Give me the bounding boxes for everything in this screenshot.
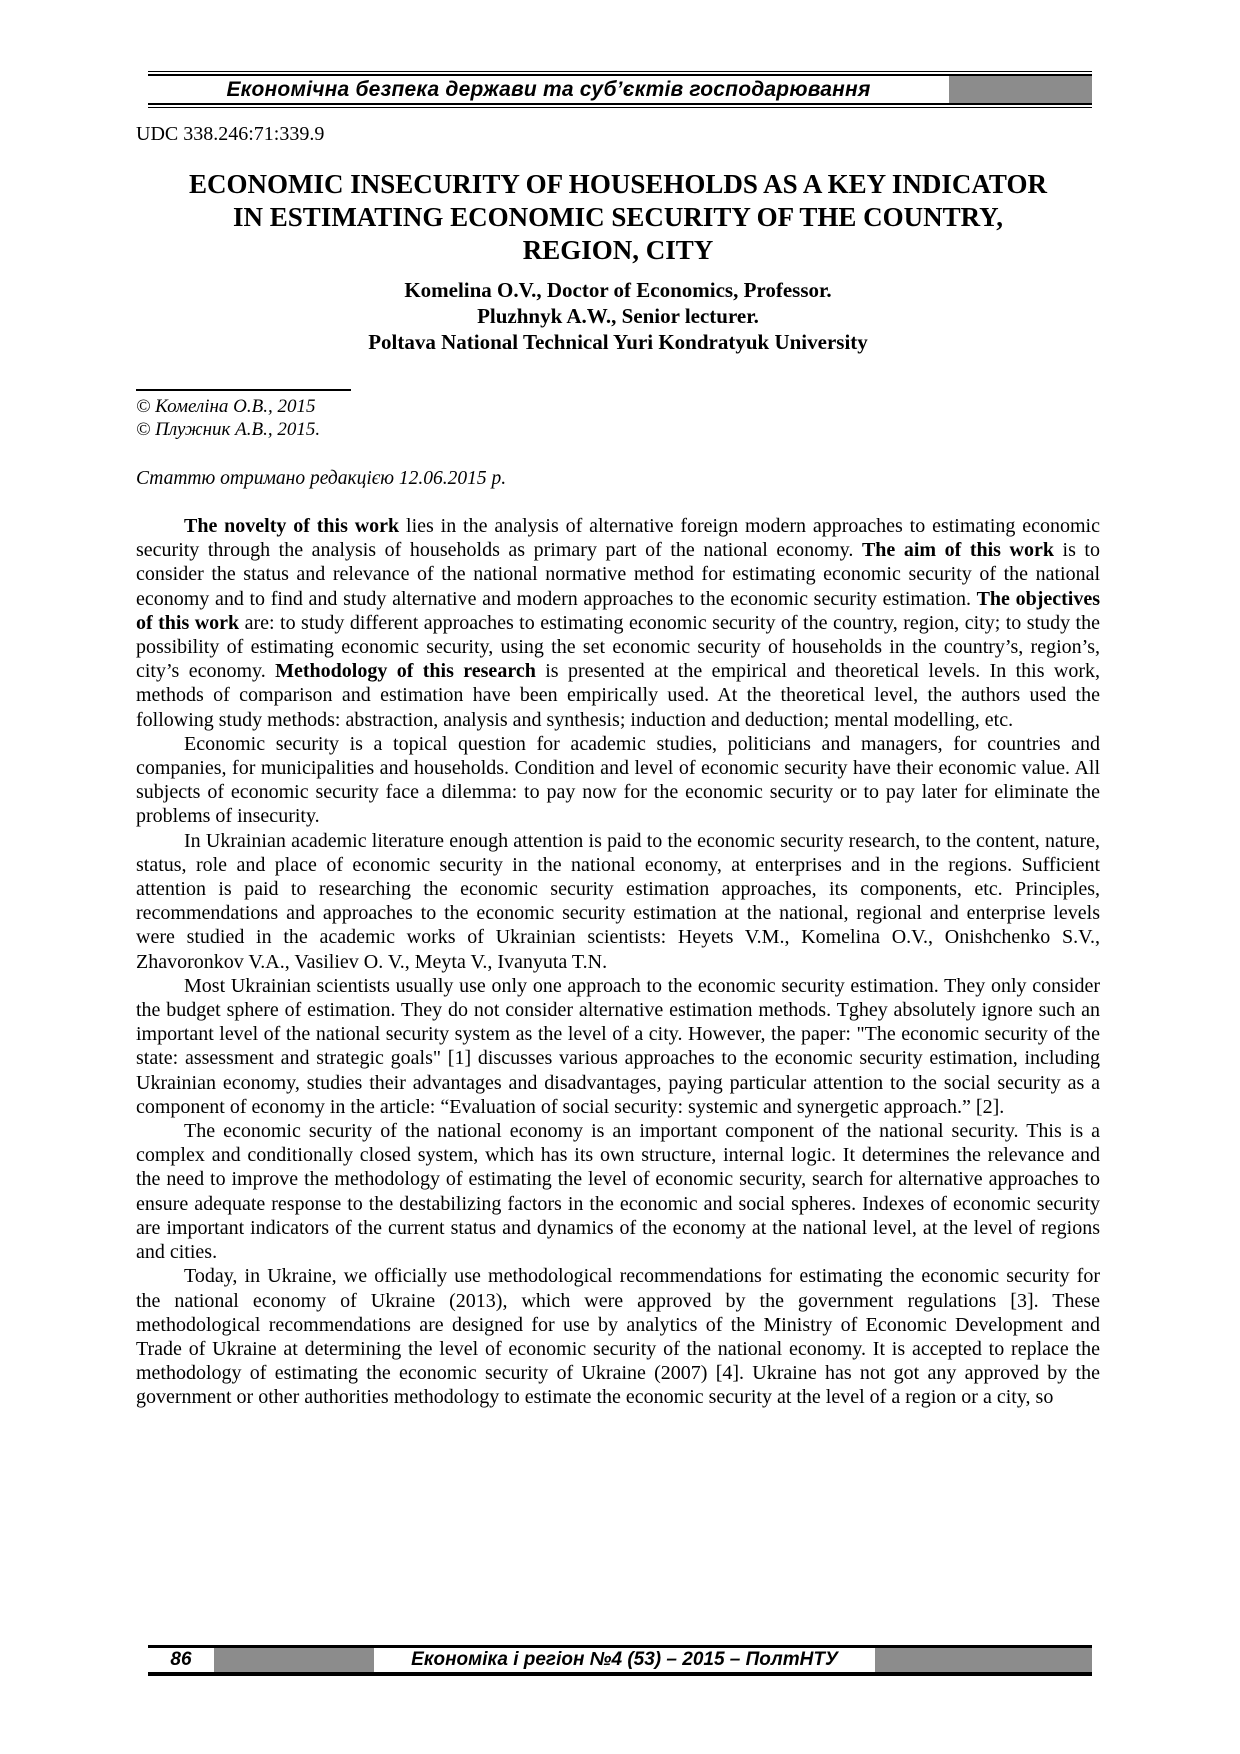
article bbox=[136, 110, 1100, 1410]
copyright-line: © Комеліна О.В., 2015 bbox=[136, 396, 316, 417]
article-authors bbox=[136, 277, 1100, 355]
author-line: Poltava National Technical Yuri Kondratyuk University bbox=[368, 330, 868, 354]
received-date-line: Статтю отримано редакцією 12.06.2015 р. bbox=[136, 468, 507, 489]
copyright-lines bbox=[136, 395, 1100, 441]
journal-section-title: Економічна безпека держави та суб’єктів господарювання bbox=[226, 78, 871, 101]
author-line: Komelina O.V., Doctor of Economics, Professor. bbox=[404, 278, 832, 302]
article-body bbox=[136, 514, 1100, 1410]
paragraph: Economic security is a topical question for academic studies, politicians and managers, for countries and companies, for municipalities and households. Condition and level of economic security have their economic value. All subjects of economic security face a dilemma: to pay now for the economic security or to pay later for eliminate the problems of insecurity. bbox=[136, 732, 1100, 828]
copyright-block bbox=[136, 389, 1100, 441]
footer-gray-left bbox=[214, 1648, 374, 1672]
paragraph: The novelty of this work lies in the analysis of alternative foreign modern approaches to estimating economic security through the analysis of households as primary part of the national economy. The aim of this work is to consider the status and relevance of the national normative method for estimating economic security of the national economy and to find and study alternative and modern approaches to the economic security estimation. The objectives of this work are: to study different approaches to estimating economic security of the country, region, city; to study the possibility of estimating economic security, using the set economic security of households in the country’s, region’s, city’s economy. Methodology of this research is presented at the empirical and theoretical levels. In this work, methods of comparison and estimation have been empirically used. At the theoretical level, the authors used the following study methods: abstraction, analysis and synthesis; induction and deduction; mental modelling, etc. bbox=[136, 515, 1101, 731]
article-title-line: REGION, CITY bbox=[522, 235, 714, 265]
paragraph: In Ukrainian academic literature enough attention is paid to the economic security research, to the content, nature, status, role and place of economic security in the national economy, at enterprises and in the regions. Sufficient attention is paid to researching the economic security estimation approaches, its components, etc. Principles, recommendations and approaches to the economic security estimation at the national, regional and enterprise levels were studied in the academic works of Ukrainian scientists: Heyets V.M., Komelina O.V., Onishchenko S.V., Zhavoronkov V.A., Vasiliev O. V., Meyta V., Ivanyuta T.N. bbox=[136, 829, 1100, 973]
paragraph: The economic security of the national economy is an important component of the national security. This is a complex and conditionally closed system, which has its own structure, internal logic. It determines the relevance and the need to improve the methodology of estimating the level of economic security, search for alternative approaches to ensure adequate response to the destabilizing factors in the economic and social spheres. Indexes of economic security are important indicators of the current status and dynamics of the economy at the national level, at the level of regions and cities. bbox=[136, 1120, 1100, 1264]
journal-header-inner bbox=[148, 74, 1092, 105]
journal-header-bar bbox=[148, 71, 1092, 108]
journal-footer-bar bbox=[148, 1645, 1092, 1676]
author-line: Pluzhnyk A.W., Senior lecturer. bbox=[477, 304, 759, 328]
footer-journal-title: Економіка і регіон №4 (53) – 2015 – ПолтНТУ bbox=[374, 1648, 875, 1672]
article-title-line: ECONOMIC INSECURITY OF HOUSEHOLDS AS A KEY INDICATOR bbox=[189, 169, 1047, 199]
footnote-rule bbox=[136, 389, 351, 391]
udc-number: UDC 338.246:71:339.9 bbox=[136, 123, 325, 145]
header-gray-block bbox=[949, 76, 1092, 103]
article-title bbox=[136, 168, 1100, 267]
paragraph: Today, in Ukraine, we officially use methodological recommendations for estimating the economic security for the national economy of Ukraine (2013), which were approved by the government regulations [3]. These methodological recommendations are designed for use by analytics of the Ministry of Economic Development and Trade of Ukraine at determining the level of economic security of the national economy. It is accepted to replace the methodology of estimating the economic security of Ukraine (2007) [4]. Ukraine has not got any approved by the government or other authorities methodology to estimate the economic security at the level of a region or a city, so bbox=[136, 1265, 1100, 1409]
copyright-line: © Плужник А.В., 2015. bbox=[136, 419, 321, 440]
article-title-line: IN ESTIMATING ECONOMIC SECURITY OF THE COUNTRY, bbox=[233, 202, 1003, 232]
page-number: 86 bbox=[148, 1648, 214, 1672]
paragraph: Most Ukrainian scientists usually use only one approach to the economic security estimation. They only consider the budget sphere of estimation. They do not consider alternative estimation methods. Tghey absolutely ignore such an important level of the national security system as the level of a city. However, the paper: "The economic security of the state: assessment and strategic goals" [1] discusses various approaches to the economic security estimation, including Ukrainian economy, studies their advantages and disadvantages, paying particular attention to the social security as a component of economy in the article: “Evaluation of social security: systemic and synergetic approach.” [2]. bbox=[136, 974, 1100, 1118]
footer-gray-right bbox=[875, 1648, 1092, 1672]
